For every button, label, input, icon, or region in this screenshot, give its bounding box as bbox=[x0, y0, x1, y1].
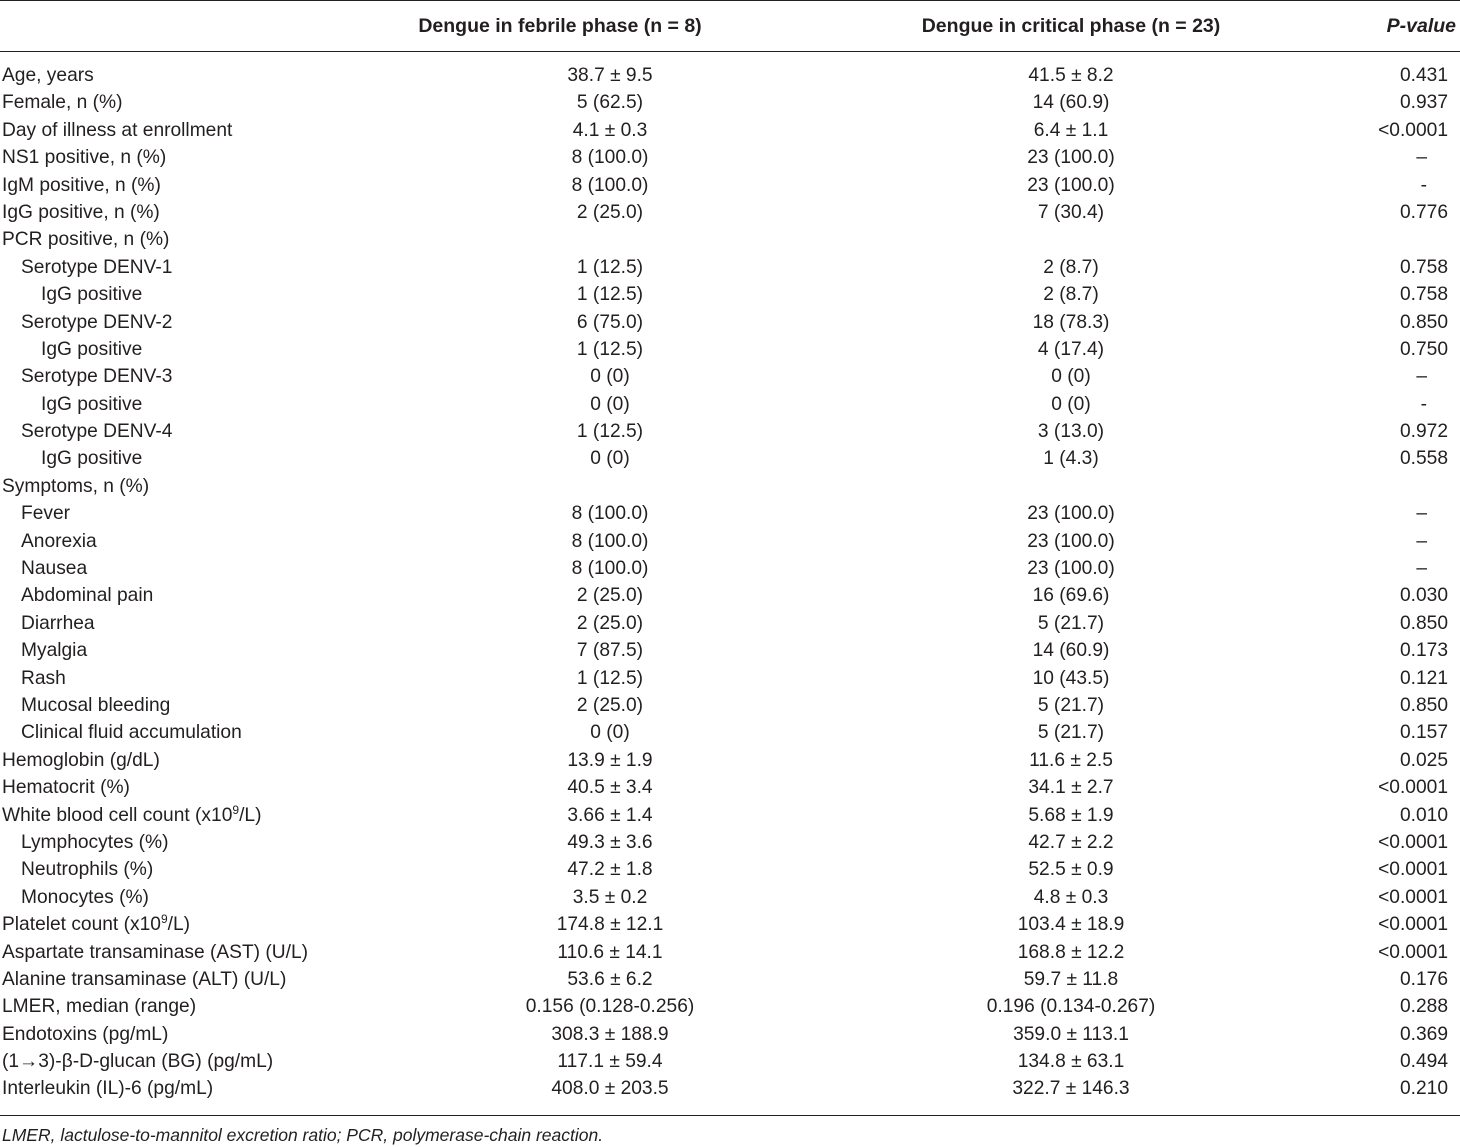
row-label-text: IgG positive bbox=[41, 448, 143, 470]
cell-febrile: 53.6 ± 6.2 bbox=[567, 968, 653, 990]
cell-critical: 322.7 ± 146.3 bbox=[1012, 1078, 1130, 1100]
table-header-row bbox=[0, 0, 1460, 51]
cell-p-value: 0.937 bbox=[1399, 92, 1448, 114]
table-row bbox=[0, 692, 1460, 719]
cell-febrile: 8 (100.0) bbox=[571, 503, 649, 525]
row-label bbox=[21, 309, 172, 336]
cell-p-value: 0.121 bbox=[1399, 667, 1448, 689]
table-row bbox=[0, 363, 1460, 390]
cell-critical: 7 (30.4) bbox=[1037, 201, 1105, 223]
cell-p-value: 0.025 bbox=[1399, 749, 1448, 771]
row-label bbox=[21, 528, 97, 555]
table-row bbox=[0, 555, 1460, 582]
row-label-text: Interleukin (IL)-6 (pg/mL) bbox=[2, 1078, 214, 1100]
row-label-text: Hemoglobin (g/dL) bbox=[2, 749, 160, 771]
cell-p-value: 0.558 bbox=[1399, 448, 1448, 470]
table-row bbox=[0, 993, 1460, 1020]
table-row bbox=[0, 391, 1460, 418]
cell-critical: 34.1 ± 2.7 bbox=[1028, 777, 1114, 799]
row-label bbox=[2, 473, 149, 500]
cell-febrile: 8 (100.0) bbox=[571, 174, 649, 196]
row-label-text: LMER, median (range) bbox=[2, 996, 197, 1018]
cell-critical: 59.7 ± 11.8 bbox=[1023, 968, 1119, 990]
row-label bbox=[2, 199, 160, 226]
header-critical-phase: Dengue in critical phase (n = 23) bbox=[921, 15, 1221, 37]
row-label-tail: /L) bbox=[239, 804, 262, 826]
cell-critical: 23 (100.0) bbox=[1027, 503, 1115, 525]
cell-p-value: 0.850 bbox=[1399, 311, 1448, 333]
cell-p-value: <0.0001 bbox=[1378, 119, 1448, 141]
cell-critical: 2 (8.7) bbox=[1043, 284, 1099, 306]
row-label bbox=[21, 555, 87, 582]
cell-critical: 4 (17.4) bbox=[1037, 338, 1105, 360]
cell-critical: 23 (100.0) bbox=[1027, 558, 1115, 580]
row-label bbox=[2, 144, 166, 171]
cell-febrile: 408.0 ± 203.5 bbox=[551, 1078, 669, 1100]
row-label bbox=[2, 966, 286, 993]
cell-p-value: 0.210 bbox=[1399, 1078, 1448, 1100]
cell-febrile: 7 (87.5) bbox=[576, 640, 644, 662]
cell-critical: 168.8 ± 12.2 bbox=[1017, 941, 1125, 963]
cell-p-value: 0.776 bbox=[1399, 201, 1448, 223]
table-row bbox=[0, 1021, 1460, 1048]
table-row bbox=[0, 610, 1460, 637]
cell-febrile: 2 (25.0) bbox=[576, 694, 644, 716]
table-row bbox=[0, 637, 1460, 664]
table-body bbox=[0, 62, 1460, 1103]
table-row bbox=[0, 445, 1460, 472]
cell-p-value: 0.030 bbox=[1399, 585, 1448, 607]
row-label bbox=[21, 719, 242, 746]
cell-critical: 41.5 ± 8.2 bbox=[1028, 65, 1114, 86]
row-label bbox=[41, 281, 142, 308]
table-row bbox=[0, 719, 1460, 746]
row-label bbox=[2, 802, 261, 829]
row-label-text: IgG positive bbox=[41, 284, 143, 306]
row-label-text: Mucosal bleeding bbox=[21, 694, 171, 716]
row-label bbox=[21, 363, 172, 390]
cell-febrile: 8 (100.0) bbox=[571, 558, 649, 580]
row-label bbox=[2, 911, 190, 938]
row-label-text: Aspartate transaminase (AST) (U/L) bbox=[2, 941, 309, 963]
row-label bbox=[2, 774, 130, 801]
row-label bbox=[21, 856, 153, 883]
row-label bbox=[21, 637, 87, 664]
cell-febrile: 117.1 ± 59.4 bbox=[557, 1051, 663, 1073]
cell-p-value: <0.0001 bbox=[1378, 831, 1448, 853]
row-label-text: Abdominal pain bbox=[21, 585, 154, 607]
cell-p-value: – bbox=[1416, 558, 1427, 580]
cell-p-value: - bbox=[1420, 174, 1427, 196]
cell-febrile: 1 (12.5) bbox=[576, 256, 644, 278]
cell-critical: 10 (43.5) bbox=[1032, 667, 1110, 689]
cell-critical: 42.7 ± 2.2 bbox=[1028, 831, 1114, 853]
cell-p-value: <0.0001 bbox=[1378, 886, 1448, 908]
cell-p-value: 0.850 bbox=[1399, 612, 1448, 634]
cell-febrile: 1 (12.5) bbox=[576, 421, 644, 443]
cell-critical: 359.0 ± 113.1 bbox=[1013, 1023, 1129, 1045]
cell-febrile: 1 (12.5) bbox=[576, 338, 644, 360]
cell-febrile: 6 (75.0) bbox=[576, 311, 644, 333]
cell-critical: 3 (13.0) bbox=[1037, 421, 1105, 443]
row-label bbox=[2, 747, 160, 774]
row-label-text: IgG positive bbox=[41, 338, 143, 360]
cell-febrile: 0 (0) bbox=[590, 366, 630, 388]
cell-febrile: 110.6 ± 14.1 bbox=[557, 941, 663, 963]
cell-critical: 52.5 ± 0.9 bbox=[1028, 859, 1114, 881]
table-row bbox=[0, 199, 1460, 226]
table-row bbox=[0, 117, 1460, 144]
cell-febrile: 8 (100.0) bbox=[571, 530, 649, 552]
row-label bbox=[21, 418, 172, 445]
cell-febrile: 0 (0) bbox=[590, 448, 630, 470]
table-bottom-rule bbox=[0, 1115, 1460, 1116]
cell-critical: 134.8 ± 63.1 bbox=[1017, 1051, 1125, 1073]
cell-p-value: 0.850 bbox=[1399, 694, 1448, 716]
table-row bbox=[0, 500, 1460, 527]
row-label bbox=[21, 829, 169, 856]
row-label bbox=[21, 884, 149, 911]
row-label bbox=[41, 336, 142, 363]
table-row bbox=[0, 774, 1460, 801]
cell-febrile: 8 (100.0) bbox=[571, 147, 649, 169]
table-row bbox=[0, 856, 1460, 883]
cell-febrile: 2 (25.0) bbox=[576, 612, 644, 634]
row-label-text: Serotype DENV-2 bbox=[21, 311, 173, 333]
cell-critical: 0.196 (0.134-0.267) bbox=[986, 996, 1156, 1018]
row-label-text: Endotoxins (pg/mL) bbox=[2, 1023, 169, 1045]
cell-p-value: – bbox=[1416, 366, 1427, 388]
cell-critical: 11.6 ± 2.5 bbox=[1029, 749, 1113, 771]
row-label-text: Serotype DENV-3 bbox=[21, 366, 173, 388]
cell-p-value: 0.010 bbox=[1399, 804, 1448, 826]
cell-p-value: – bbox=[1416, 147, 1427, 169]
cell-febrile: 49.3 ± 3.6 bbox=[567, 831, 653, 853]
row-label-text: Day of illness at enrollment bbox=[2, 119, 233, 141]
row-label bbox=[21, 692, 170, 719]
row-label bbox=[2, 117, 232, 144]
row-label-superscript: 9 bbox=[160, 912, 168, 927]
row-label bbox=[2, 939, 308, 966]
cell-p-value: 0.157 bbox=[1399, 722, 1448, 744]
row-label-text: Age, years bbox=[2, 65, 94, 86]
cell-p-value: 0.173 bbox=[1399, 640, 1448, 662]
row-label-text: Rash bbox=[21, 667, 66, 689]
row-label-text: Myalgia bbox=[21, 640, 88, 662]
table-row bbox=[0, 747, 1460, 774]
table-footnote: LMER, lactulose-to-mannitol excretion ratio; PCR, polymerase-chain reaction. bbox=[2, 1125, 604, 1145]
cell-critical: 4.8 ± 0.3 bbox=[1033, 886, 1109, 908]
table-row bbox=[0, 144, 1460, 171]
table-row bbox=[0, 172, 1460, 199]
cell-febrile: 174.8 ± 12.1 bbox=[556, 914, 664, 936]
cell-critical: 103.4 ± 18.9 bbox=[1017, 914, 1125, 936]
row-label-text: Neutrophils (%) bbox=[21, 859, 154, 881]
row-label bbox=[2, 1048, 273, 1075]
cell-p-value: 0.288 bbox=[1399, 996, 1448, 1018]
cell-critical: 5.68 ± 1.9 bbox=[1028, 804, 1114, 826]
cell-febrile: 2 (25.0) bbox=[576, 201, 644, 223]
row-label-text: Nausea bbox=[21, 558, 88, 580]
cell-p-value: – bbox=[1416, 503, 1427, 525]
cell-febrile: 0.156 (0.128-0.256) bbox=[525, 996, 695, 1018]
row-label bbox=[21, 610, 95, 637]
row-label-text: PCR positive, n (%) bbox=[2, 229, 170, 251]
cell-critical: 5 (21.7) bbox=[1037, 612, 1105, 634]
table-row bbox=[0, 528, 1460, 555]
cell-febrile: 3.66 ± 1.4 bbox=[567, 804, 653, 826]
cell-p-value: 0.750 bbox=[1399, 338, 1448, 360]
cell-febrile: 40.5 ± 3.4 bbox=[567, 777, 653, 799]
row-label-text: Monocytes (%) bbox=[21, 886, 149, 908]
cell-p-value: 0.758 bbox=[1399, 284, 1448, 306]
cell-critical: 16 (69.6) bbox=[1032, 585, 1110, 607]
row-label bbox=[21, 665, 66, 692]
row-label bbox=[41, 391, 142, 418]
row-label-text: Hematocrit (%) bbox=[2, 777, 130, 799]
cell-critical: 14 (60.9) bbox=[1032, 92, 1110, 114]
row-label-tail: /L) bbox=[167, 914, 191, 936]
table-header-rule bbox=[0, 51, 1460, 52]
table-row bbox=[0, 966, 1460, 993]
cell-febrile: 0 (0) bbox=[590, 393, 630, 415]
header-p-value: P-value bbox=[1386, 15, 1456, 37]
row-label-text: Clinical fluid accumulation bbox=[21, 722, 242, 744]
row-label-text: Symptoms, n (%) bbox=[2, 475, 150, 497]
cell-critical: 18 (78.3) bbox=[1032, 311, 1110, 333]
row-label bbox=[2, 62, 94, 89]
cell-critical: 0 (0) bbox=[1051, 393, 1091, 415]
row-label-text: Diarrhea bbox=[21, 612, 95, 634]
cell-p-value: 0.758 bbox=[1399, 256, 1448, 278]
table-row bbox=[0, 665, 1460, 692]
row-label bbox=[2, 1075, 213, 1102]
row-label bbox=[2, 226, 169, 253]
cell-febrile: 3.5 ± 0.2 bbox=[572, 886, 648, 908]
row-label-text: Serotype DENV-1 bbox=[21, 256, 173, 278]
cell-febrile: 1 (12.5) bbox=[576, 667, 644, 689]
cell-p-value: 0.176 bbox=[1399, 968, 1448, 990]
cell-p-value: 0.972 bbox=[1399, 421, 1448, 443]
cell-febrile: 47.2 ± 1.8 bbox=[567, 859, 653, 881]
cell-p-value: <0.0001 bbox=[1378, 914, 1448, 936]
row-label bbox=[41, 445, 142, 472]
row-label bbox=[21, 500, 70, 527]
table-row bbox=[0, 1048, 1460, 1075]
cell-critical: 5 (21.7) bbox=[1037, 722, 1105, 744]
row-label-text: Alanine transaminase (ALT) (U/L) bbox=[2, 968, 287, 990]
cell-p-value: 0.369 bbox=[1399, 1023, 1448, 1045]
table-row bbox=[0, 1075, 1460, 1102]
cell-febrile: 4.1 ± 0.3 bbox=[572, 119, 648, 141]
cell-febrile: 308.3 ± 188.9 bbox=[551, 1023, 669, 1045]
row-label-text: (1→3)-β-D-glucan (BG) (pg/mL) bbox=[2, 1051, 274, 1073]
cell-febrile: 13.9 ± 1.9 bbox=[567, 749, 653, 771]
cell-p-value: <0.0001 bbox=[1378, 941, 1448, 963]
cell-critical: 23 (100.0) bbox=[1027, 530, 1115, 552]
cell-p-value: - bbox=[1420, 393, 1427, 415]
cell-critical: 5 (21.7) bbox=[1037, 694, 1105, 716]
cell-febrile: 0 (0) bbox=[590, 722, 630, 744]
row-label-text: IgM positive, n (%) bbox=[2, 174, 161, 196]
cell-critical: 2 (8.7) bbox=[1043, 256, 1099, 278]
row-label bbox=[2, 172, 161, 199]
cell-critical: 14 (60.9) bbox=[1032, 640, 1110, 662]
table-row bbox=[0, 62, 1460, 89]
table-row bbox=[0, 418, 1460, 445]
cell-febrile: 38.7 ± 9.5 bbox=[567, 65, 653, 86]
table-row bbox=[0, 226, 1460, 253]
cell-febrile: 1 (12.5) bbox=[576, 284, 644, 306]
cell-critical: 1 (4.3) bbox=[1043, 448, 1099, 470]
cell-p-value: 0.494 bbox=[1399, 1051, 1448, 1073]
table-row bbox=[0, 884, 1460, 911]
cell-p-value: <0.0001 bbox=[1378, 859, 1448, 881]
row-label bbox=[21, 254, 172, 281]
row-label-text: Platelet count (x10 bbox=[2, 914, 161, 936]
table-row bbox=[0, 582, 1460, 609]
table-row bbox=[0, 89, 1460, 116]
table-row bbox=[0, 802, 1460, 829]
row-label bbox=[2, 89, 122, 116]
cell-febrile: 2 (25.0) bbox=[576, 585, 644, 607]
table-row bbox=[0, 336, 1460, 363]
header-febrile-phase: Dengue in febrile phase (n = 8) bbox=[418, 15, 702, 37]
table-row bbox=[0, 829, 1460, 856]
row-label-text: Lymphocytes (%) bbox=[21, 831, 169, 853]
row-label-text: IgG positive, n (%) bbox=[2, 201, 160, 223]
table-row bbox=[0, 254, 1460, 281]
row-label-text: White blood cell count (x10 bbox=[2, 804, 233, 826]
row-label-superscript: 9 bbox=[232, 802, 240, 817]
cell-p-value: – bbox=[1416, 530, 1427, 552]
table-row bbox=[0, 473, 1460, 500]
cell-critical: 23 (100.0) bbox=[1027, 147, 1115, 169]
row-label-text: IgG positive bbox=[41, 393, 143, 415]
cell-critical: 6.4 ± 1.1 bbox=[1033, 119, 1109, 141]
cell-critical: 0 (0) bbox=[1051, 366, 1091, 388]
table-row bbox=[0, 281, 1460, 308]
row-label bbox=[2, 1021, 168, 1048]
row-label bbox=[2, 993, 196, 1020]
table-row bbox=[0, 309, 1460, 336]
cell-p-value: 0.431 bbox=[1399, 65, 1448, 86]
row-label-text: Fever bbox=[21, 503, 71, 525]
cell-critical: 23 (100.0) bbox=[1027, 174, 1115, 196]
table-row bbox=[0, 911, 1460, 938]
cell-p-value: <0.0001 bbox=[1378, 777, 1448, 799]
row-label-text: Serotype DENV-4 bbox=[21, 421, 173, 443]
row-label-text: Anorexia bbox=[21, 530, 97, 552]
table-row bbox=[0, 939, 1460, 966]
cell-febrile: 5 (62.5) bbox=[576, 92, 644, 114]
row-label-text: Female, n (%) bbox=[2, 92, 123, 114]
row-label bbox=[21, 582, 153, 609]
row-label-text: NS1 positive, n (%) bbox=[2, 147, 167, 169]
